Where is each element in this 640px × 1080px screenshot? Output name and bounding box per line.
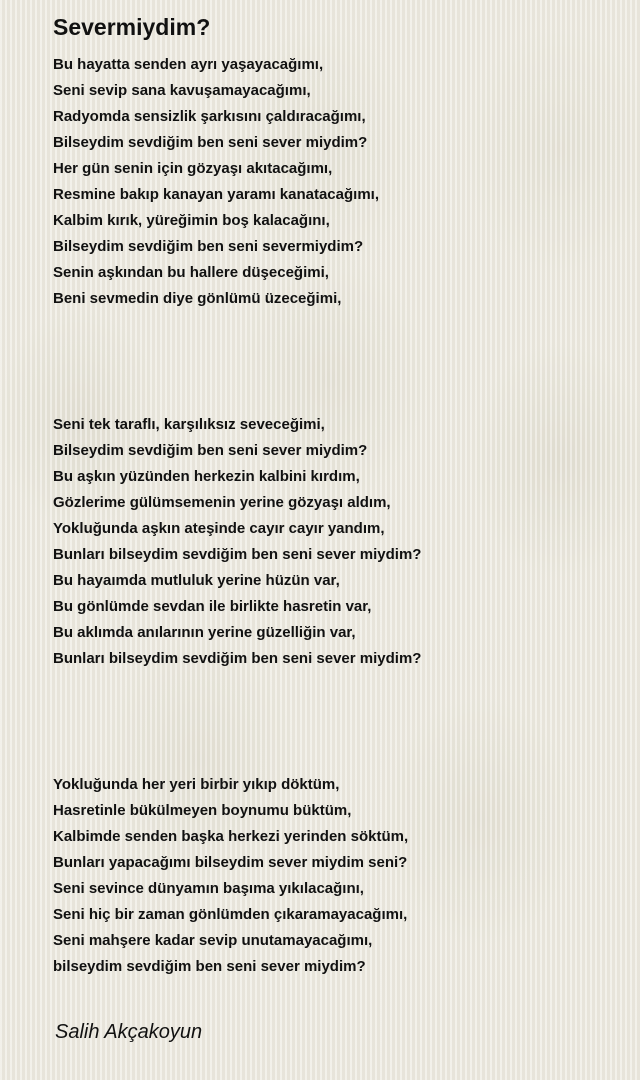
stanza-2 — [53, 412, 421, 672]
poem-line: Bunları bilseydim sevdiğim ben seni sever miydim? — [53, 546, 422, 563]
poem-line: Her gün senin için gözyaşı akıtacağımı, — [53, 160, 333, 177]
stanza-3 — [53, 772, 408, 980]
poem-line: Senin aşkından bu hallere düşeceğimi, — [53, 264, 329, 281]
poem-line: bilseydim sevdiğim ben seni sever miydim? — [53, 958, 366, 975]
poem-line: Radyomda sensizlik şarkısını çaldıracağımı, — [53, 108, 366, 125]
poem-line: Bilseydim sevdiğim ben seni sever miydim? — [53, 134, 368, 151]
poem-line: Bilseydim sevdiğim ben seni sever miydim? — [53, 442, 368, 459]
poem-line: Bu hayatta senden ayrı yaşayacağımı, — [53, 56, 324, 73]
poem-line: Bu aklımda anılarının yerine güzelliğin var, — [53, 624, 356, 641]
poem-line: Gözlerime gülümsemenin yerine gözyaşı aldım, — [53, 494, 391, 511]
poem-line: Seni tek taraflı, karşılıksız seveceğimi, — [53, 416, 325, 433]
poem-line: Yokluğunda her yeri birbir yıkıp döktüm, — [53, 776, 340, 793]
poem-line: Beni sevmedin diye gönlümü üzeceğimi, — [53, 290, 342, 307]
poem-line: Hasretinle bükülmeyen boynumu büktüm, — [53, 802, 352, 819]
poem-line: Bunları bilseydim sevdiğim ben seni sever miydim? — [53, 650, 422, 667]
poem-line: Bu hayaımda mutluluk yerine hüzün var, — [53, 572, 340, 589]
poem-line: Seni hiç bir zaman gönlümden çıkaramayacağımı, — [53, 906, 408, 923]
poem-line: Bunları yapacağımı bilseydim sever miydim seni? — [53, 854, 408, 871]
poem-title: Severmiydim? — [53, 14, 211, 40]
stanza-1 — [53, 52, 379, 312]
poem-line: Yokluğunda aşkın ateşinde cayır cayır yandım, — [53, 520, 385, 537]
poem-line: Kalbim kırık, yüreğimin boş kalacağını, — [53, 212, 330, 229]
poem-line: Bu gönlümde sevdan ile birlikte hasretin var, — [53, 598, 372, 615]
poem-line: Bu aşkın yüzünden herkezin kalbini kırdım, — [53, 468, 360, 485]
poem-line: Bilseydim sevdiğim ben seni severmiydim? — [53, 238, 364, 255]
poem-line: Seni sevip sana kavuşamayacağımı, — [53, 82, 311, 99]
poem-line: Kalbimde senden başka herkezi yerinden söktüm, — [53, 828, 409, 845]
poem-line: Seni sevince dünyamın başıma yıkılacağını, — [53, 880, 364, 897]
poem-line: Resmine bakıp kanayan yaramı kanatacağımı, — [53, 186, 379, 203]
poem-author: Salih Akçakoyun — [55, 1021, 203, 1043]
poem-line: Seni mahşere kadar sevip unutamayacağımı, — [53, 932, 373, 949]
